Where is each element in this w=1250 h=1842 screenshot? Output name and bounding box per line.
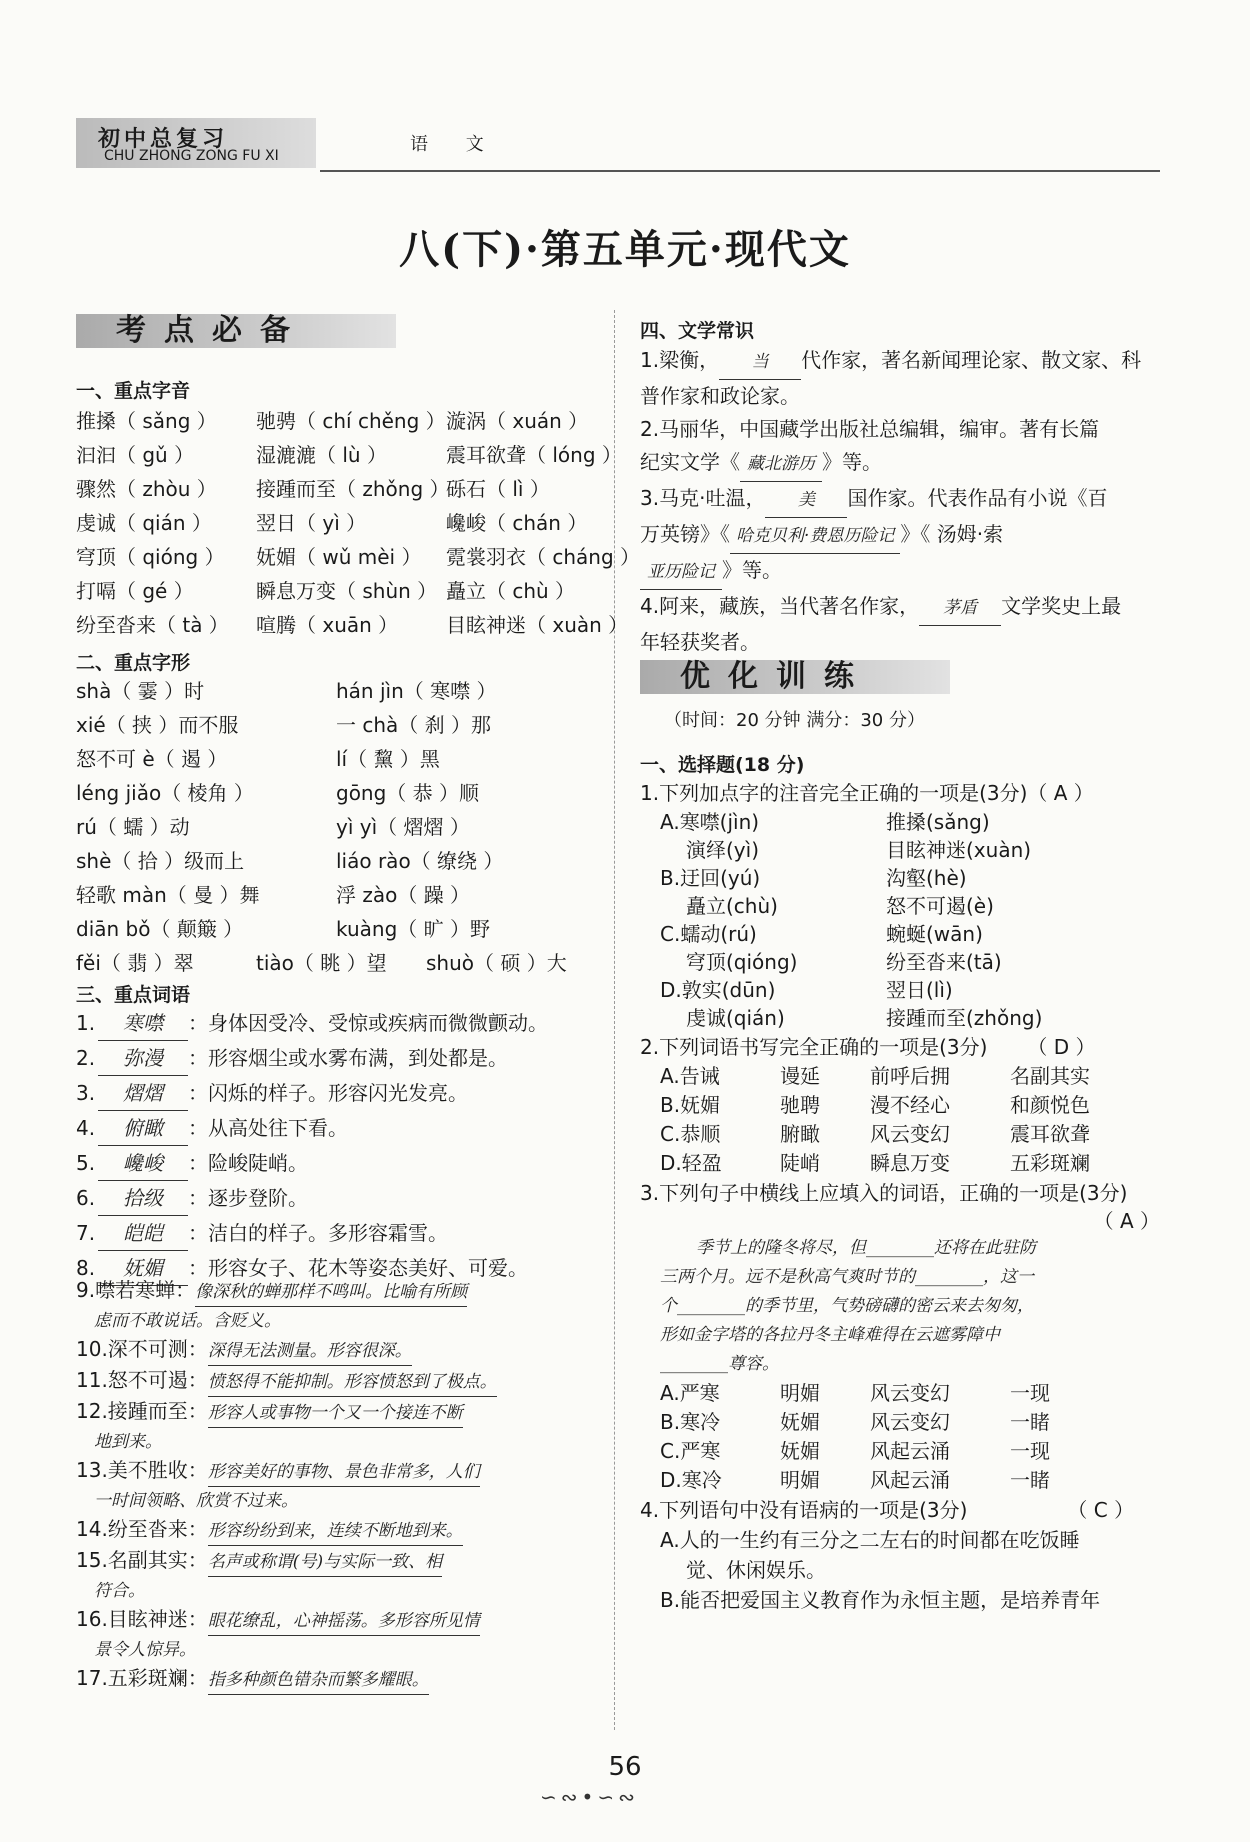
ci-yu-answer: 形容美好的事物、景色非常多，人们 xyxy=(208,1458,480,1487)
ci-yu-long-list xyxy=(76,1276,497,1695)
wen-xue-line xyxy=(640,626,1141,659)
q3-passage-line: 季节上的隆冬将尽，但________还将在此驻防 xyxy=(696,1238,1036,1258)
zi-xing-item: yì yì（ 熠熠 ） xyxy=(336,815,470,839)
ornament-icon: ∽∾•∽∾ xyxy=(540,1785,639,1809)
wen-xue-text: 万英镑》《 xyxy=(640,522,730,546)
q1-option-row xyxy=(640,892,1160,920)
q3-option: A.严寒 xyxy=(660,1381,720,1405)
ci-yu-row xyxy=(76,1111,548,1146)
q2-option: 和颜悦色 xyxy=(1010,1093,1090,1117)
subject-label: 语 文 xyxy=(410,134,500,155)
ci-yu-long-row xyxy=(76,1546,497,1577)
zi-yin-item: 驰骋（ chí chěng ） xyxy=(256,409,446,433)
zi-yin-item: 纷至沓来（ tà ） xyxy=(76,613,229,637)
page-title: 八(下)·第五单元·现代文 xyxy=(399,226,851,273)
ci-yu-answer-cont: 地到来。 xyxy=(94,1432,162,1452)
q2-option: A.告诫 xyxy=(660,1064,720,1088)
q4-stem-text: 4.下列语句中没有语病的一项是(3分) xyxy=(640,1498,968,1522)
ci-yu-word: 14.纷至沓来： xyxy=(76,1517,208,1541)
q3-option: 一现 xyxy=(1010,1439,1050,1463)
q2-option: 漫不经心 xyxy=(870,1093,950,1117)
q1-option-row xyxy=(640,976,1160,1004)
zi-yin-item: 虔诚（ qián ） xyxy=(76,511,212,535)
wen-xue-line xyxy=(640,590,1141,626)
ci-yu-definition: ：从高处往下看。 xyxy=(188,1116,348,1140)
wen-xue-text: 》《 汤姆·索 xyxy=(900,522,1004,546)
q4-line: A.人的一生约有三分之二左右的时间都在吃饭睡 xyxy=(660,1528,1080,1552)
ci-yu-definition: ：洁白的样子。多形容霜雪。 xyxy=(188,1221,448,1245)
zi-xing-item: shuò（ 硕 ）大 xyxy=(426,951,567,975)
zi-yin-item: 巉峻（ chán ） xyxy=(446,511,588,535)
q1-option: 演绎(yì) xyxy=(686,838,759,862)
ci-yu-answer: 形容纷纷到来，连续不断地到来。 xyxy=(208,1517,463,1546)
ci-yu-number: 8. xyxy=(76,1256,96,1280)
ci-yu-answer: 深得无法测量。形容很深。 xyxy=(208,1337,412,1366)
q2-option: 驰聘 xyxy=(780,1093,820,1117)
ci-yu-definition: ：险峻陡峭。 xyxy=(188,1151,308,1175)
q1-option: B.迂回(yú) xyxy=(660,866,761,890)
q1-option-row xyxy=(640,864,1160,892)
zi-xing-item: léng jiǎo（ 棱角 ） xyxy=(76,781,254,805)
zi-xing-row xyxy=(76,844,596,878)
zi-yin-item: 砾石（ lì ） xyxy=(446,477,550,501)
q2-option: 五彩斑斓 xyxy=(1010,1151,1090,1175)
q1-option-row xyxy=(640,808,1160,836)
q3-option: 风起云涌 xyxy=(870,1439,950,1463)
wen-xue-line xyxy=(640,344,1141,380)
q2-stem-text: 2.下列词语书写完全正确的一项是(3分) xyxy=(640,1035,988,1059)
zi-xing-item: fěi（ 翡 ）翠 xyxy=(76,951,194,975)
q3-option: 风云变幻 xyxy=(870,1381,950,1405)
zi-xing-row xyxy=(76,878,596,912)
q2-stem xyxy=(640,1032,1160,1062)
wen-xue-text: 普作家和政论家。 xyxy=(640,384,800,408)
q1-option: 接踵而至(zhǒng) xyxy=(886,1006,1043,1030)
q4-line: B.能否把爱国主义教育作为永恒主题，是培养青年 xyxy=(660,1588,1101,1612)
wen-xue-answer: 藏北游历 xyxy=(740,448,822,482)
zi-yin-item: 打嗝（ gé ） xyxy=(76,579,194,603)
wen-xue-answer: 哈克贝利·费恩历险记 xyxy=(730,520,900,554)
q2-option: 瞬息万变 xyxy=(870,1151,950,1175)
ci-yu-definition: ：形容烟尘或水雾布满，到处都是。 xyxy=(188,1046,508,1070)
zi-xing-item: tiào（ 眺 ）望 xyxy=(256,951,387,975)
q3-option-row xyxy=(640,1466,1160,1495)
q3-passage-line: 形如金字塔的各拉丹冬主峰难得在云遮雾障中 xyxy=(660,1325,1000,1345)
wen-xue-text: 国作家。代表作品有小说《百 xyxy=(847,486,1108,510)
ci-yu-long-row xyxy=(76,1366,497,1397)
q3-option: 明媚 xyxy=(780,1381,820,1405)
wen-xue-text: 代作家，著名新闻理论家、散文家、科 xyxy=(801,348,1142,372)
zi-yin-item: 震耳欲聋（ lóng ） xyxy=(446,443,622,467)
ci-yu-answer: 俯瞰 xyxy=(98,1111,188,1146)
wen-xue-answer: 亚历险记 xyxy=(640,556,722,590)
zi-yin-row xyxy=(76,608,629,642)
time-note: （时间：20 分钟 满分：30 分） xyxy=(664,710,925,731)
zi-yin-item: 漩涡（ xuán ） xyxy=(446,409,589,433)
section-zi-yin-title: 一、重点字音 xyxy=(76,380,191,402)
zi-xing-item: diān bǒ（ 颠簸 ） xyxy=(76,917,244,941)
ci-yu-answer: 妩媚 xyxy=(98,1251,188,1286)
zi-xing-item: 浮 zào（ 躁 ） xyxy=(336,883,471,907)
wen-xue-text: 3.马克·吐温， xyxy=(640,486,766,510)
q2-option: 风云变幻 xyxy=(870,1122,950,1146)
q1-option: 目眩神迷(xuàn) xyxy=(886,838,1032,862)
wen-xue-list xyxy=(640,344,1141,659)
section-zi-xing-title: 二、重点字形 xyxy=(76,652,191,674)
zi-yin-item: 霓裳羽衣（ cháng ） xyxy=(446,545,641,569)
zi-yin-row xyxy=(76,574,616,608)
q2-option: C.恭顺 xyxy=(660,1122,721,1146)
zi-yin-item: 推搡（ sǎng ） xyxy=(76,409,217,433)
q3-option: 风云变幻 xyxy=(870,1410,950,1434)
ci-yu-row xyxy=(76,1146,548,1181)
q3-option: 一睹 xyxy=(1010,1410,1050,1434)
wen-xue-text: 年轻获奖者。 xyxy=(640,630,760,654)
q1-option: 翌日(lì) xyxy=(886,978,953,1002)
zi-yin-item: 瞬息万变（ shùn ） xyxy=(256,579,438,603)
q3-option-row xyxy=(640,1379,1160,1408)
q3-option: 一现 xyxy=(1010,1381,1050,1405)
q1-option: 纷至沓来(tā) xyxy=(886,950,1002,974)
wen-xue-text: 2.马丽华，中国藏学出版社总编辑，编审。著有长篇 xyxy=(640,417,1100,441)
ci-yu-answer: 皑皑 xyxy=(98,1216,188,1251)
q1-option: 矗立(chù) xyxy=(686,894,778,918)
zi-yin-item: 目眩神迷（ xuàn ） xyxy=(446,613,629,637)
q1-option-row xyxy=(640,1004,1160,1032)
zi-yin-item: 接踵而至（ zhǒng ） xyxy=(256,477,450,501)
zi-yin-row xyxy=(76,540,641,574)
q3-option-row xyxy=(640,1437,1160,1466)
ci-yu-long-row xyxy=(76,1605,497,1636)
zi-xing-row xyxy=(76,776,596,810)
zi-xing-row xyxy=(76,912,596,946)
q3-option: 一睹 xyxy=(1010,1468,1050,1492)
wen-xue-line xyxy=(640,482,1141,518)
book-title: 初中总复习 xyxy=(98,126,229,152)
ci-yu-long-row xyxy=(76,1335,497,1366)
ci-yu-number: 6. xyxy=(76,1186,96,1210)
ci-yu-answer: 愤怒得不能抑制。形容愤怒到了极点。 xyxy=(208,1368,497,1397)
zi-xing-row xyxy=(76,674,596,708)
section-banner-left: 考点必备 xyxy=(76,314,396,348)
q1-option: A.寒噤(jìn) xyxy=(660,810,760,834)
zi-xing-item: hán jìn（ 寒噤 ） xyxy=(336,679,497,703)
zi-xing-item: liáo rào（ 缭绕 ） xyxy=(336,849,504,873)
q1-option-row xyxy=(640,836,1160,864)
wen-xue-line xyxy=(640,380,1141,413)
zi-xing-item: shè（ 拾 ）级而上 xyxy=(76,849,245,873)
zi-yin-row xyxy=(76,472,616,506)
q2-option: 谩延 xyxy=(780,1064,820,1088)
ci-yu-number: 4. xyxy=(76,1116,96,1140)
ci-yu-answer: 巉峻 xyxy=(98,1146,188,1181)
q2-option: 震耳欲聋 xyxy=(1010,1122,1090,1146)
q1-stem: 1.下列加点字的注音完全正确的一项是(3分)（ A ） xyxy=(640,781,1094,805)
zi-yin-list xyxy=(76,404,641,642)
wen-xue-text: 纪实文学《 xyxy=(640,450,740,474)
ci-yu-long-row xyxy=(76,1664,497,1695)
q1-option: C.蠕动(rú) xyxy=(660,922,757,946)
ci-yu-long-row xyxy=(76,1456,497,1487)
ci-yu-word: 10.深不可测： xyxy=(76,1337,208,1361)
ci-yu-answer: 形容人或事物一个又一个接连不断 xyxy=(208,1399,463,1428)
ci-yu-long-row xyxy=(76,1515,497,1546)
ci-yu-word: 11.怒不可遏： xyxy=(76,1368,208,1392)
wen-xue-text: 》等。 xyxy=(722,558,782,582)
questions xyxy=(640,778,1160,1615)
q3-answer: （ A ） xyxy=(1093,1209,1160,1233)
ci-yu-list xyxy=(76,1006,548,1286)
ci-yu-definition: ：形容女子、花木等姿态美好、可爱。 xyxy=(188,1256,528,1280)
q2-option: D.轻盈 xyxy=(660,1151,722,1175)
ci-yu-number: 2. xyxy=(76,1046,96,1070)
q2-option: 腑瞰 xyxy=(780,1122,820,1146)
q1-option: D.敦实(dūn) xyxy=(660,978,776,1002)
q1-option: 虔诚(qián) xyxy=(686,1006,785,1030)
zi-xing-item: 怒不可 è（ 遏 ） xyxy=(76,747,228,771)
wen-xue-line xyxy=(640,554,1141,590)
page-number: 56 xyxy=(608,1752,642,1782)
q1-option: 蜿蜒(wān) xyxy=(886,922,983,946)
ci-yu-answer-cont: 景令人惊异。 xyxy=(94,1640,196,1660)
zi-xing-item: gōng（ 恭 ）顺 xyxy=(336,781,480,805)
ci-yu-row xyxy=(76,1076,548,1111)
q3-passage-line: 个________的季节里，气势磅礴的密云来去匆匆， xyxy=(660,1296,1034,1316)
ci-yu-row xyxy=(76,1181,548,1216)
zi-yin-item: 翌日（ yì ） xyxy=(256,511,367,535)
ci-yu-row xyxy=(76,1041,548,1076)
ci-yu-word: 17.五彩斑斓： xyxy=(76,1666,208,1690)
q3-option: 妩媚 xyxy=(780,1410,820,1434)
ci-yu-word: 9.噤若寒蝉： xyxy=(76,1278,196,1302)
ci-yu-word: 15.名副其实： xyxy=(76,1548,208,1572)
header-rule xyxy=(320,170,1160,172)
zi-yin-item: 汩汩（ gǔ ） xyxy=(76,443,195,467)
zi-yin-item: 穹顶（ qióng ） xyxy=(76,545,225,569)
ci-yu-answer-cont: 符合。 xyxy=(94,1581,145,1601)
wen-xue-line xyxy=(640,518,1141,554)
q4-stem xyxy=(640,1495,1160,1525)
zi-yin-item: 湿漉漉（ lù ） xyxy=(256,443,387,467)
zi-xing-item: xié（ 挟 ）而不服 xyxy=(76,713,239,737)
q3-option: 风起云涌 xyxy=(870,1468,950,1492)
ci-yu-answer: 弥漫 xyxy=(98,1041,188,1076)
zi-yin-row xyxy=(76,404,616,438)
book-pinyin: CHU ZHONG ZONG FU XI xyxy=(104,148,279,164)
q3-option-row xyxy=(640,1408,1160,1437)
q1-option: 推搡(sǎng) xyxy=(886,810,990,834)
zi-xing-row xyxy=(76,810,596,844)
ci-yu-number: 1. xyxy=(76,1011,96,1035)
q4-answer: （ C ） xyxy=(1067,1498,1135,1522)
q3-option: 妩媚 xyxy=(780,1439,820,1463)
zi-yin-item: 喧腾（ xuān ） xyxy=(256,613,399,637)
q3-stem: 3.下列句子中横线上应填入的词语，正确的一项是(3分) xyxy=(640,1181,1128,1205)
ci-yu-answer: 眼花缭乱，心神摇荡。多形容所见情 xyxy=(208,1607,480,1636)
wen-xue-answer: 美 xyxy=(765,484,847,518)
ci-yu-word: 13.美不胜收： xyxy=(76,1458,208,1482)
ci-yu-answer-cont: 一时间领略、欣赏不过来。 xyxy=(94,1491,298,1511)
q3-option: C.严寒 xyxy=(660,1439,721,1463)
zi-xing-item: 一 chà（ 刹 ）那 xyxy=(336,713,491,737)
zi-yin-row xyxy=(76,506,616,540)
q1-option-row xyxy=(640,920,1160,948)
q2-option: 前呼后拥 xyxy=(870,1064,950,1088)
zi-yin-item: 矗立（ chù ） xyxy=(446,579,576,603)
q2-option-row xyxy=(640,1149,1160,1178)
wen-xue-text: 》等。 xyxy=(822,450,882,474)
ci-yu-row xyxy=(76,1216,548,1251)
zi-xing-row xyxy=(76,946,596,980)
zi-xing-item: rú（ 蠕 ）动 xyxy=(76,815,190,839)
q3-option: D.寒冷 xyxy=(660,1468,722,1492)
ci-yu-answer: 指多种颜色错杂而繁多耀眼。 xyxy=(208,1666,429,1695)
section-banner-right: 优化训练 xyxy=(640,660,950,694)
ci-yu-answer: 熠熠 xyxy=(98,1076,188,1111)
wen-xue-answer: 当 xyxy=(719,346,801,380)
ci-yu-definition: ：闪烁的样子。形容闪光发亮。 xyxy=(188,1081,468,1105)
zi-xing-item: 轻歌 màn（ 曼 ）舞 xyxy=(76,883,260,907)
zi-yin-item: 骤然（ zhòu ） xyxy=(76,477,217,501)
ci-yu-answer: 拾级 xyxy=(98,1181,188,1216)
q2-option: 名副其实 xyxy=(1010,1064,1090,1088)
wen-xue-answer: 茅盾 xyxy=(919,592,1001,626)
q3-option: B.寒冷 xyxy=(660,1410,721,1434)
q1-option: 穹顶(qióng) xyxy=(686,950,798,974)
ci-yu-long-row xyxy=(76,1276,497,1307)
ci-yu-definition: ：逐步登阶。 xyxy=(188,1186,308,1210)
q2-option-row xyxy=(640,1091,1160,1120)
section-wen-xue-title: 四、文学常识 xyxy=(640,320,755,342)
wen-xue-line xyxy=(640,413,1141,446)
zi-xing-list xyxy=(76,674,596,980)
ci-yu-number: 5. xyxy=(76,1151,96,1175)
zi-xing-item: shà（ 霎 ）时 xyxy=(76,679,205,703)
q2-option: B.妩媚 xyxy=(660,1093,721,1117)
zi-xing-item: kuàng（ 旷 ）野 xyxy=(336,917,490,941)
q2-option: 陡峭 xyxy=(780,1151,820,1175)
question-section-title: 一、选择题(18 分) xyxy=(640,754,805,776)
q2-answer: （ D ） xyxy=(1027,1035,1096,1059)
zi-xing-row xyxy=(76,742,596,776)
ci-yu-answer: 名声或称谓(号)与实际一致、相 xyxy=(208,1548,442,1577)
q2-option-row xyxy=(640,1062,1160,1091)
ci-yu-answer: 像深秋的蝉那样不鸣叫。比喻有所顾 xyxy=(195,1278,467,1307)
ci-yu-word: 12.接踵而至： xyxy=(76,1399,208,1423)
zi-xing-item: lí（ 黧 ）黑 xyxy=(336,747,440,771)
ci-yu-word: 16.目眩神迷： xyxy=(76,1607,208,1631)
ci-yu-row xyxy=(76,1006,548,1041)
q3-passage-line: 三两个月。远不是秋高气爽时节的________，这一 xyxy=(660,1267,1034,1287)
ci-yu-answer: 寒噤 xyxy=(98,1006,188,1041)
q4-line: 觉、休闲娱乐。 xyxy=(686,1558,826,1582)
zi-yin-row xyxy=(76,438,622,472)
wen-xue-text: 1.梁衡， xyxy=(640,348,720,372)
ci-yu-long-row xyxy=(76,1397,497,1428)
section-ci-yu-title: 三、重点词语 xyxy=(76,984,191,1006)
zi-xing-row xyxy=(76,708,596,742)
ci-yu-answer-cont: 虑而不敢说话。含贬义。 xyxy=(94,1311,281,1331)
wen-xue-text: 4.阿来，藏族，当代著名作家， xyxy=(640,594,920,618)
q2-option-row xyxy=(640,1120,1160,1149)
zi-yin-item: 妩媚（ wǔ mèi ） xyxy=(256,545,422,569)
ci-yu-definition: ：身体因受冷、受惊或疾病而微微颤动。 xyxy=(188,1011,548,1035)
wen-xue-line xyxy=(640,446,1141,482)
q1-option-row xyxy=(640,948,1160,976)
q3-passage-line: ________尊容。 xyxy=(660,1354,779,1374)
q1-option: 沟壑(hè) xyxy=(886,866,967,890)
ci-yu-number: 3. xyxy=(76,1081,96,1105)
ci-yu-number: 7. xyxy=(76,1221,96,1245)
wen-xue-text: 文学奖史上最 xyxy=(1001,594,1122,618)
q1-option: 怒不可遏(è) xyxy=(886,894,994,918)
q3-option: 明媚 xyxy=(780,1468,820,1492)
